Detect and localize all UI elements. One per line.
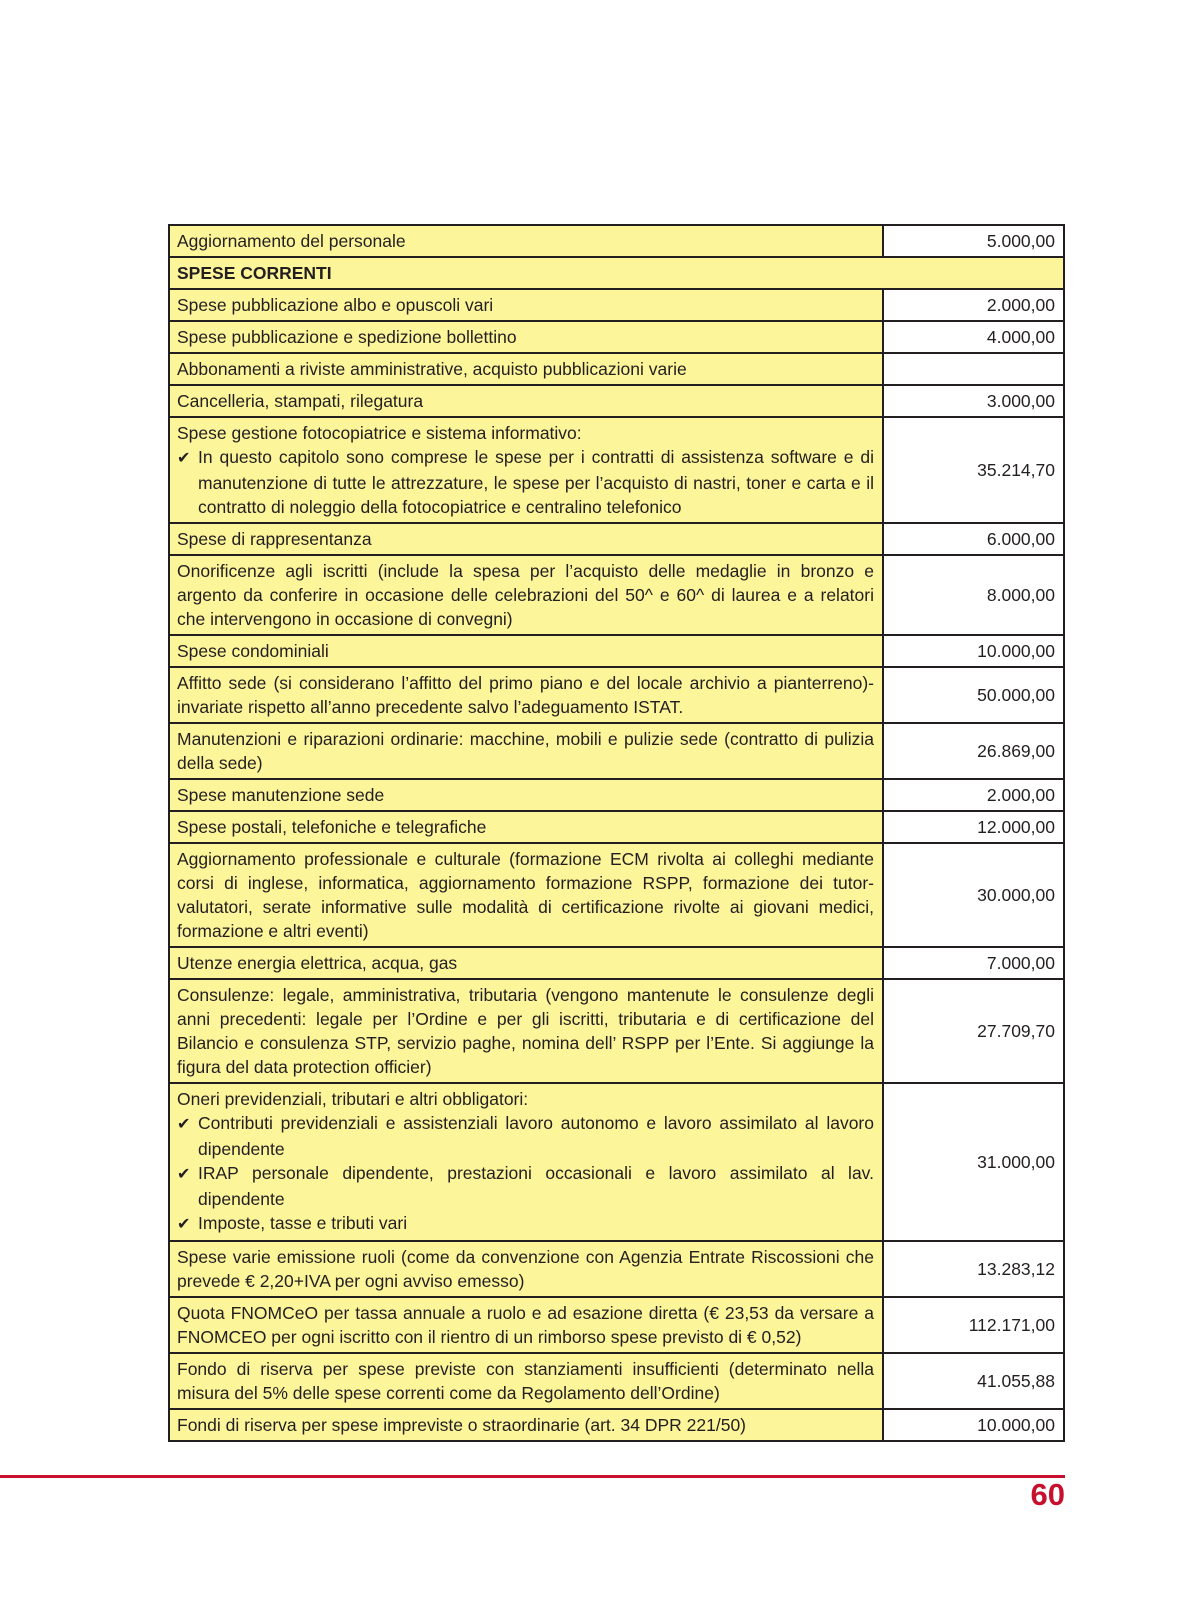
item-description: Abbonamenti a riviste amministrative, acquisto pubblicazioni varie (177, 359, 687, 379)
item-amount: 8.000,00 (883, 555, 1064, 635)
item-description-cell (169, 289, 883, 321)
table-row (169, 1297, 1064, 1353)
item-amount: 4.000,00 (883, 321, 1064, 353)
item-description: Fondi di riserva per spese impreviste o straordinarie (art. 34 DPR 221/50) (177, 1415, 746, 1435)
item-description: Spese pubblicazione e spedizione bollettino (177, 327, 517, 347)
item-description: Spese manutenzione sede (177, 785, 385, 805)
table-row (169, 1241, 1064, 1297)
item-description: Utenze energia elettrica, acqua, gas (177, 953, 458, 973)
item-description: Aggiornamento professionale e culturale (formazione ECM rivolta ai colleghi mediante corsi di inglese, informatica, aggiornamento formazione RSPP, formazione dei tutor-valutatori, serate informative sulle modalità di certificazione rivolte ai giovani medici, formazione e altri eventi) (177, 849, 874, 941)
table-row (169, 635, 1064, 667)
item-description-cell (169, 417, 883, 523)
item-description: Oneri previdenziali, tributari e altri obbligatori: (177, 1089, 529, 1109)
bullet-item (177, 445, 874, 519)
item-amount: 2.000,00 (883, 779, 1064, 811)
item-amount: 30.000,00 (883, 843, 1064, 947)
item-description: Spese postali, telefoniche e telegrafiche (177, 817, 487, 837)
item-description-cell (169, 1409, 883, 1441)
item-description-cell (169, 1353, 883, 1409)
checkmark-icon: ✔ (177, 1216, 191, 1233)
item-amount (883, 353, 1064, 385)
item-amount: 12.000,00 (883, 811, 1064, 843)
item-description-cell (169, 555, 883, 635)
page-number: 60 (1030, 1477, 1065, 1512)
item-amount: 5.000,00 (883, 225, 1064, 257)
item-description-cell (169, 225, 883, 257)
table-row (169, 1353, 1064, 1409)
item-amount: 31.000,00 (883, 1083, 1064, 1241)
item-description-cell (169, 667, 883, 723)
checkmark-icon: ✔ (177, 1116, 191, 1133)
item-description-cell (169, 523, 883, 555)
item-amount: 112.171,00 (883, 1297, 1064, 1353)
item-amount: 50.000,00 (883, 667, 1064, 723)
item-description: Spese varie emissione ruoli (come da convenzione con Agenzia Entrate Riscossioni che prevede € 2,20+IVA per ogni avviso emesso) (177, 1247, 874, 1291)
item-amount: 13.283,12 (883, 1241, 1064, 1297)
item-description-cell (169, 1083, 883, 1241)
item-amount: 7.000,00 (883, 947, 1064, 979)
item-amount: 27.709,70 (883, 979, 1064, 1083)
table-row (169, 1409, 1064, 1441)
table-row (169, 947, 1064, 979)
bullet-item (177, 1161, 874, 1211)
item-description: Affitto sede (si considerano l’affitto del primo piano e del locale archivio a pianterreno)- invariate rispetto all’anno precedente salvo l’adeguamento ISTAT. (177, 673, 874, 717)
bullet-text: IRAP personale dipendente, prestazioni occasionali e lavoro assimilato al lav. dipendente (198, 1163, 874, 1209)
section-header: SPESE CORRENTI (169, 257, 1064, 289)
table-row (169, 385, 1064, 417)
item-description: Onorificenze agli iscritti (include la spesa per l’acquisto delle medaglie in bronzo e argento da conferire in occasione delle celebrazioni del 50^ e 60^ di laurea e a relatori che intervengono in occasione di convegni) (177, 561, 874, 629)
table-row (169, 417, 1064, 523)
item-amount: 3.000,00 (883, 385, 1064, 417)
table-row (169, 779, 1064, 811)
item-description: Manutenzioni e riparazioni ordinarie: macchine, mobili e pulizie sede (contratto di pulizia della sede) (177, 729, 874, 773)
bullet-item (177, 1111, 874, 1161)
table-row (169, 723, 1064, 779)
item-description: Spese gestione fotocopiatrice e sistema informativo: (177, 423, 582, 443)
footer-rule (0, 1475, 1065, 1478)
table-row (169, 843, 1064, 947)
item-description: Quota FNOMCeO per tassa annuale a ruolo e ad esazione diretta (€ 23,53 da versare a FNOMCEO per ogni iscritto con il rientro di un rimborso spese previsto di € 0,52) (177, 1303, 874, 1347)
table-body (169, 225, 1064, 1441)
bullet-text: Contributi previdenziali e assistenziali lavoro autonomo e lavoro assimilato al lavoro dipendente (198, 1113, 874, 1159)
item-description: Aggiornamento del personale (177, 231, 406, 251)
item-description-cell (169, 353, 883, 385)
item-description-cell (169, 635, 883, 667)
table-row (169, 523, 1064, 555)
item-amount: 6.000,00 (883, 523, 1064, 555)
item-amount: 26.869,00 (883, 723, 1064, 779)
checkmark-icon: ✔ (177, 450, 191, 467)
table-row (169, 667, 1064, 723)
item-description-cell (169, 1297, 883, 1353)
item-description-cell (169, 385, 883, 417)
item-description: Spese pubblicazione albo e opuscoli vari (177, 295, 494, 315)
item-description-cell (169, 1241, 883, 1297)
item-description-cell (169, 723, 883, 779)
bullet-text: Imposte, tasse e tributi vari (198, 1213, 408, 1233)
table-row (169, 555, 1064, 635)
table-row (169, 979, 1064, 1083)
item-description-cell (169, 947, 883, 979)
table-row (169, 225, 1064, 257)
item-amount: 10.000,00 (883, 635, 1064, 667)
table-row (169, 321, 1064, 353)
table-row (169, 811, 1064, 843)
item-amount: 2.000,00 (883, 289, 1064, 321)
checkmark-icon: ✔ (177, 1166, 191, 1183)
item-description-cell (169, 843, 883, 947)
table-row (169, 1083, 1064, 1241)
item-amount: 41.055,88 (883, 1353, 1064, 1409)
item-description: Spese condominiali (177, 641, 329, 661)
item-description: Cancelleria, stampati, rilegatura (177, 391, 424, 411)
section-header-row (169, 257, 1064, 289)
table-row (169, 353, 1064, 385)
item-description-cell (169, 811, 883, 843)
item-description-cell (169, 779, 883, 811)
item-description-cell (169, 321, 883, 353)
item-description: Fondo di riserva per spese previste con stanziamenti insufficienti (determinato nella misura del 5% delle spese correnti come da Regolamento dell’Ordine) (177, 1359, 874, 1403)
table-row (169, 289, 1064, 321)
item-description: Consulenze: legale, amministrativa, tributaria (vengono mantenute le consulenze degli anni precedenti: legale per l’Ordine e per gli iscritti, tributaria e di certificazione del Bilancio e consulenza STP, servizio paghe, nomina dell’ RSPP per l’Ente. Si aggiunge la figura del data protection officier) (177, 985, 874, 1077)
bullet-item (177, 1211, 874, 1237)
item-description-cell (169, 979, 883, 1083)
bullet-text: In questo capitolo sono comprese le spese per i contratti di assistenza software e di manutenzione di tutte le attrezzature, le spese per l’acquisto di nastri, toner e carta e il contratto di noleggio della fotocopiatrice e centralino telefonico (198, 447, 874, 517)
budget-table (168, 224, 1065, 1442)
item-amount: 10.000,00 (883, 1409, 1064, 1441)
item-amount: 35.214,70 (883, 417, 1064, 523)
item-description: Spese di rappresentanza (177, 529, 372, 549)
